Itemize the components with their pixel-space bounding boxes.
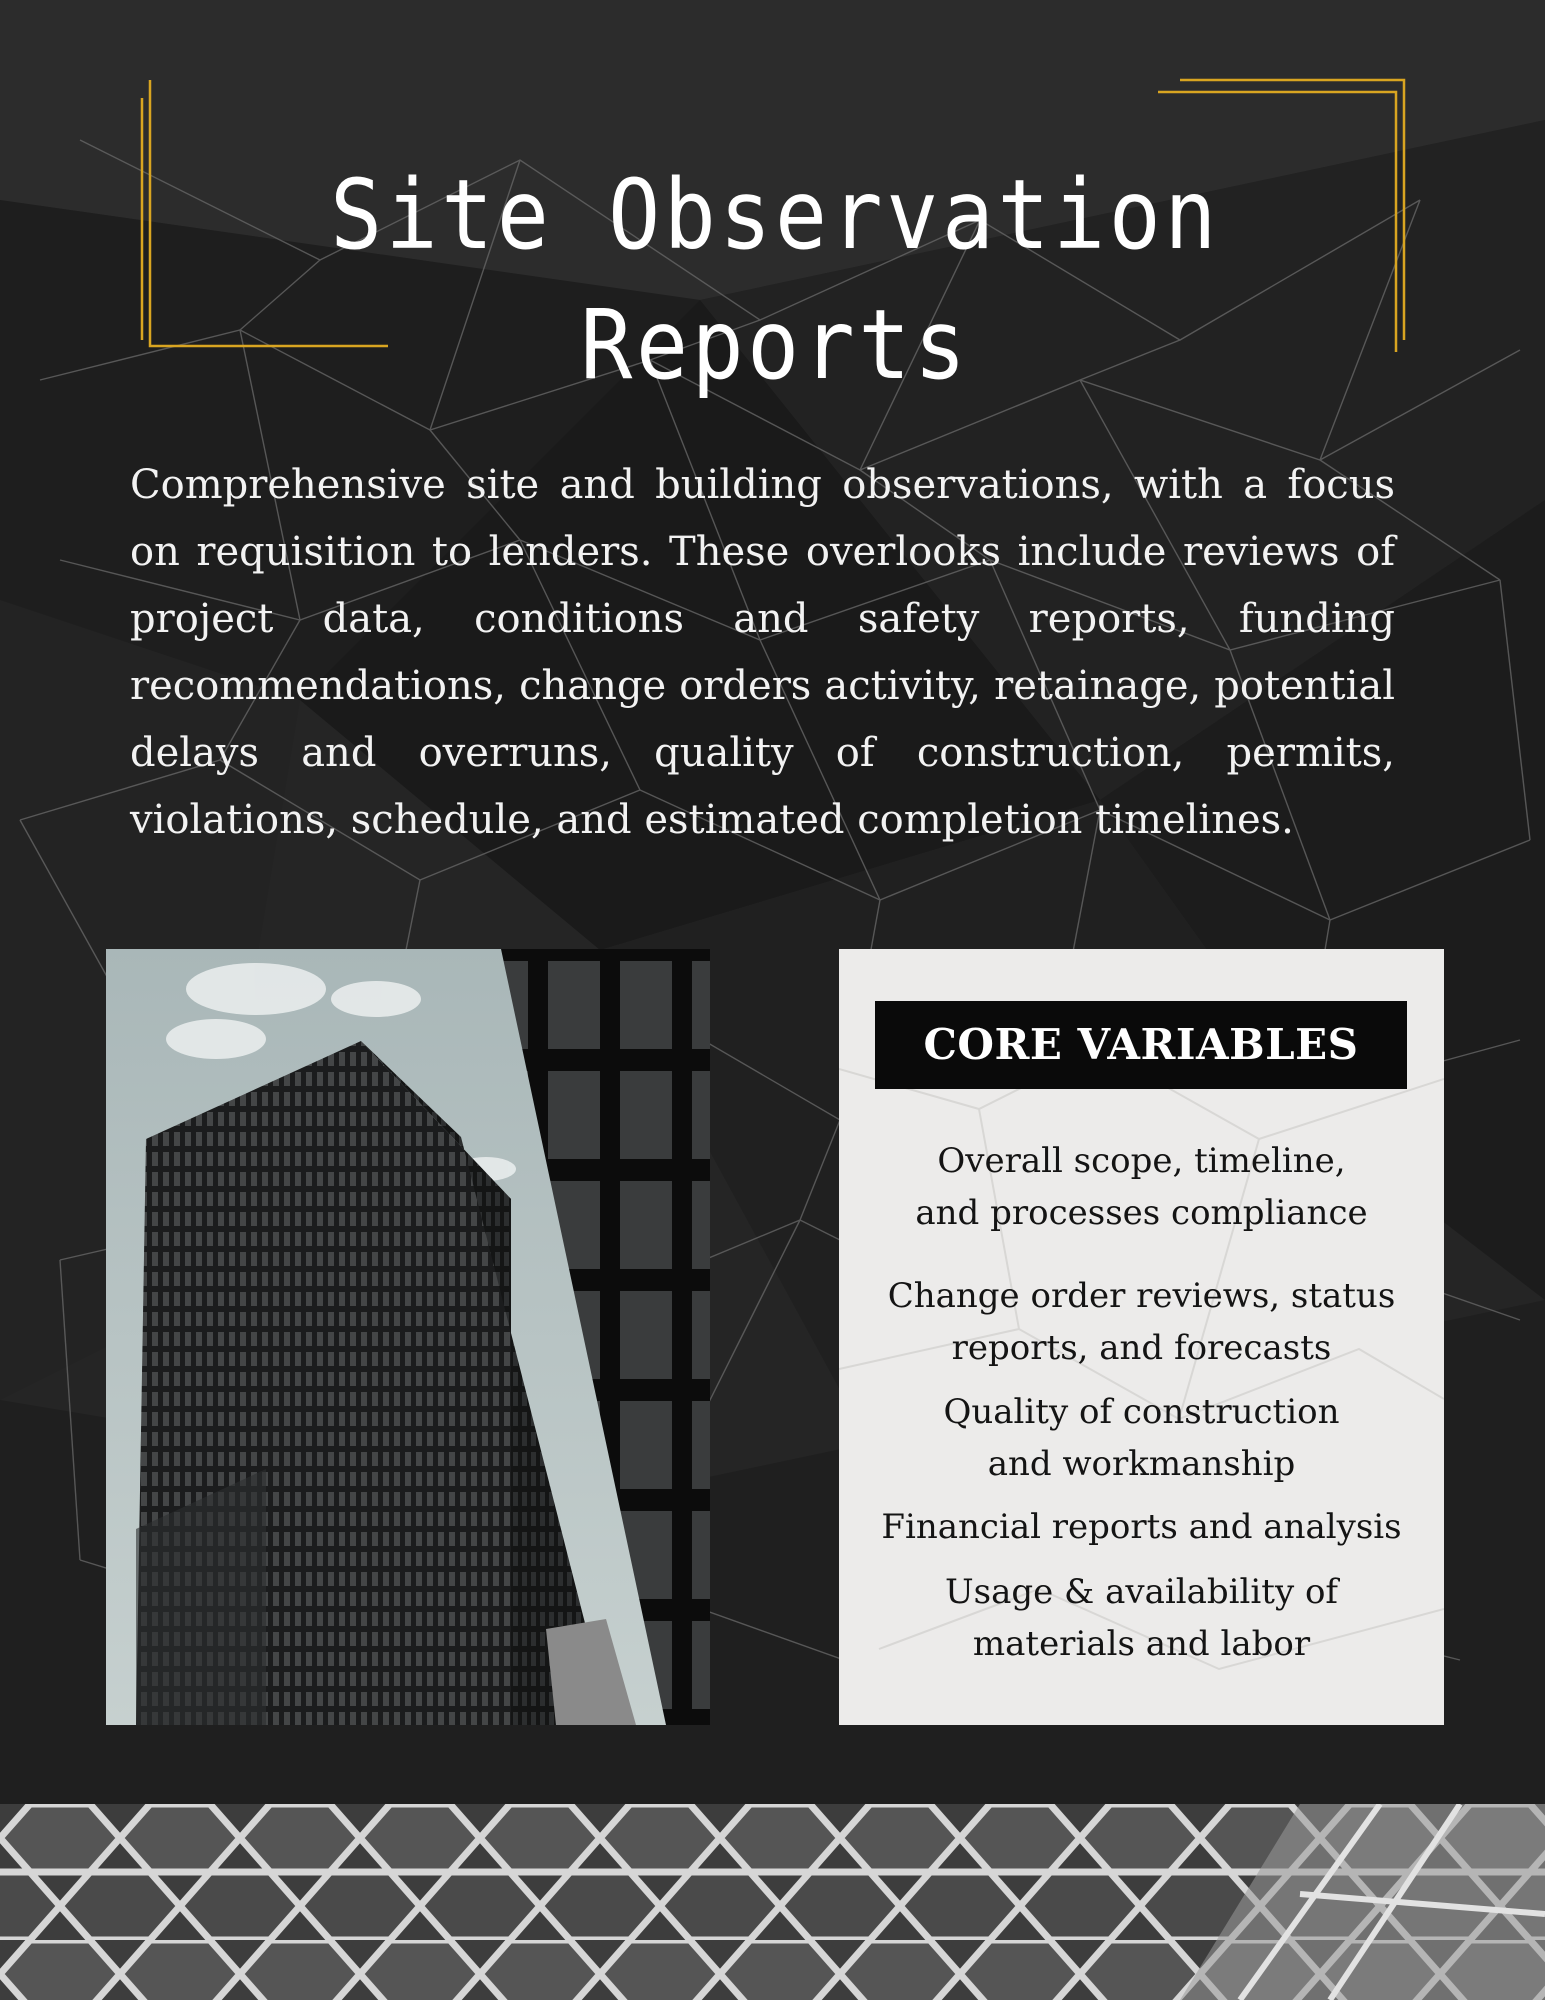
variable-item: Financial reports and analysis (881, 1507, 1402, 1547)
variable-item: Overall scope, timeline, and processes compliance (915, 1141, 1368, 1233)
intro-paragraph: Comprehensive site and building observations, with a focus on requisition to lenders. These overlooks include reviews of project data, conditions and safety reports, funding recommendations, change orders activity, retainage, potential delays and overruns, quality of construction, permits, violations, schedule, and estimated completion timelines. (130, 462, 1395, 843)
building-photo (106, 949, 710, 1725)
core-variables-card (839, 949, 1444, 1725)
variable-item: Usage & availability of materials and labor (944, 1572, 1339, 1664)
page-title: Site Observation Reports (330, 159, 1220, 401)
hexagon-facade-photo (0, 1804, 1545, 2000)
core-variables-heading: CORE VARIABLES (875, 1001, 1407, 1089)
variable-item: Change order reviews, status reports, and forecasts (887, 1276, 1396, 1368)
variable-item: Quality of construction and workmanship (943, 1392, 1340, 1484)
